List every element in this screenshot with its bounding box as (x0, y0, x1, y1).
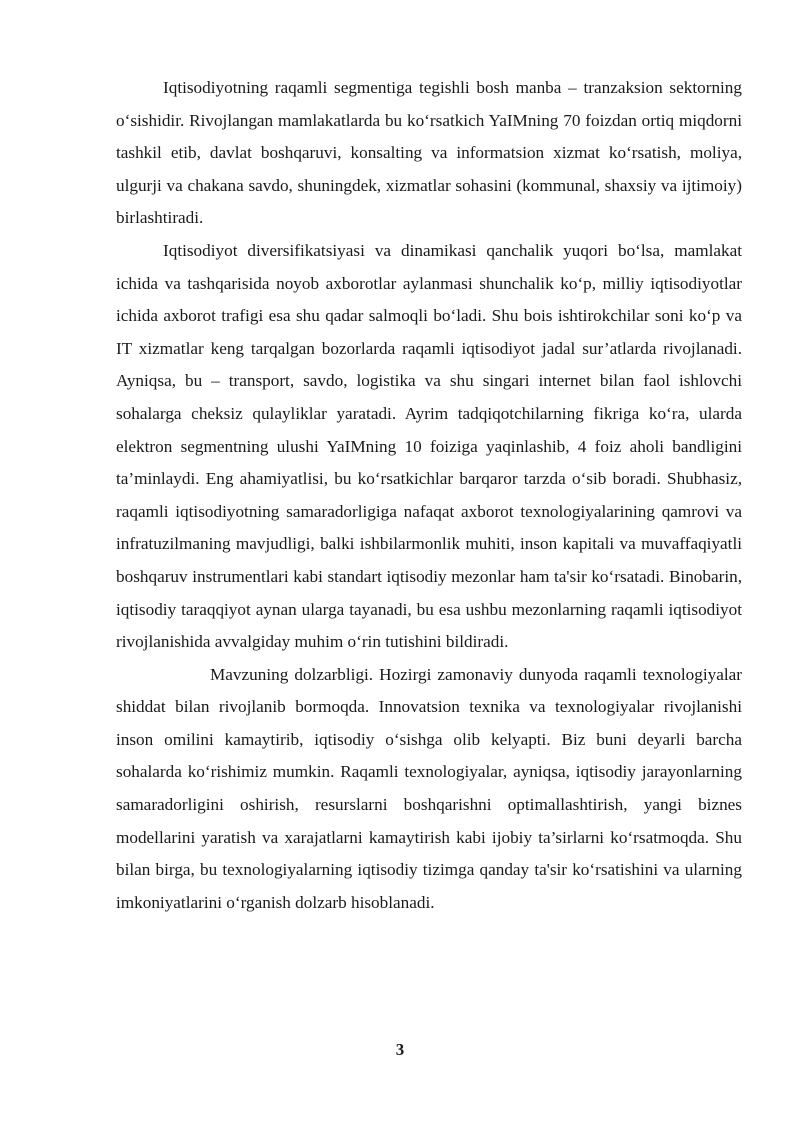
page-number: 3 (395, 1040, 405, 1059)
paragraph-relevance: Mavzuning dolzarbligi. Hozirgi zamonaviy dunyoda raqamli texnologiyalar shiddat bilan rivojlanib bormoqda. Innovatsion texnika va texnologiyalar rivojlanishi inson omilini kamaytirib, iqtisodiy o‘sishga olib kelyapti. Biz buni deyarli barcha sohalarda ko‘rishimiz mumkin. Raqamli texnologiyalar, ayniqsa, iqtisodiy jarayonlarning samaradorligini oshirish, resurslarni boshqarishni optimallashtirish, yangi biznes modellarini yaratish va xarajatlarni kamaytirish kabi ijobiy ta’sirlarni ko‘rsatmoqda. Shu bilan birga, bu texnologiyalarning iqtisodiy tizimga qanday ta'sir ko‘rsatishini va ularning imkoniyatlarini o‘rganish dolzarb hisoblanadi. (116, 664, 742, 912)
paragraph-diversification: Iqtisodiyot diversifikatsiyasi va dinamikasi qanchalik yuqori bo‘lsa, mamlakat ichida va tashqarisida noyob axborotlar aylanmasi shunchalik ko‘p, milliy iqtisodiyotlar ichida axborot trafigi esa shu qadar salmoqli bo‘ladi. Shu bois ishtirokchilar soni ko‘p va IT xizmatlar keng tarqalgan bozorlarda raqamli iqtisodiyot jadal sur’atlarda rivojlanadi. Ayniqsa, bu – transport, savdo, logistika va shu singari internet bilan faol ishlovchi sohalarga cheksiz qulayliklar yaratadi. Ayrim tadqiqotchilarning fikriga ko‘ra, ularda elektron segmentning ulushi YaIMning 10 foiziga yaqinlashib, 4 foiz aholi bandligini ta’minlaydi. Eng ahamiyatlisi, bu ko‘rsatkichlar barqaror tarzda o‘sib boradi. Shubhasiz, raqamli iqtisodiyotning samaradorligiga nafaqat axborot texnologiyalarining qamrovi va infratuzilmaning mavjudligi, balki ishbilarmonlik muhiti, inson kapitali va muvaffaqiyatli boshqaruv instrumentlari kabi standart iqtisodiy mezonlar ham ta'sir ko‘rsatadi. Binobarin, iqtisodiy taraqqiyot aynan ularga tayanadi, bu esa ushbu mezonlarning raqamli iqtisodiyot rivojlanishida avvalgiday muhim o‘rin tutishini bildiradi. (116, 240, 742, 652)
paragraph-digital-segment: Iqtisodiyotning raqamli segmentiga tegishli bosh manba – tranzaksion sektorning o‘sishidir. Rivojlangan mamlakatlarda bu ko‘rsatkich YaIMning 70 foizdan ortiq miqdorni tashkil etib, davlat boshqaruvi, konsalting va informatsion xizmat ko‘rsatish, moliya, ulgurji va chakana savdo, shuningdek, xizmatlar sohasini (kommunal, shaxsiy va ijtimoiy) birlashtiradi. (116, 78, 742, 228)
document-page (116, 72, 742, 919)
